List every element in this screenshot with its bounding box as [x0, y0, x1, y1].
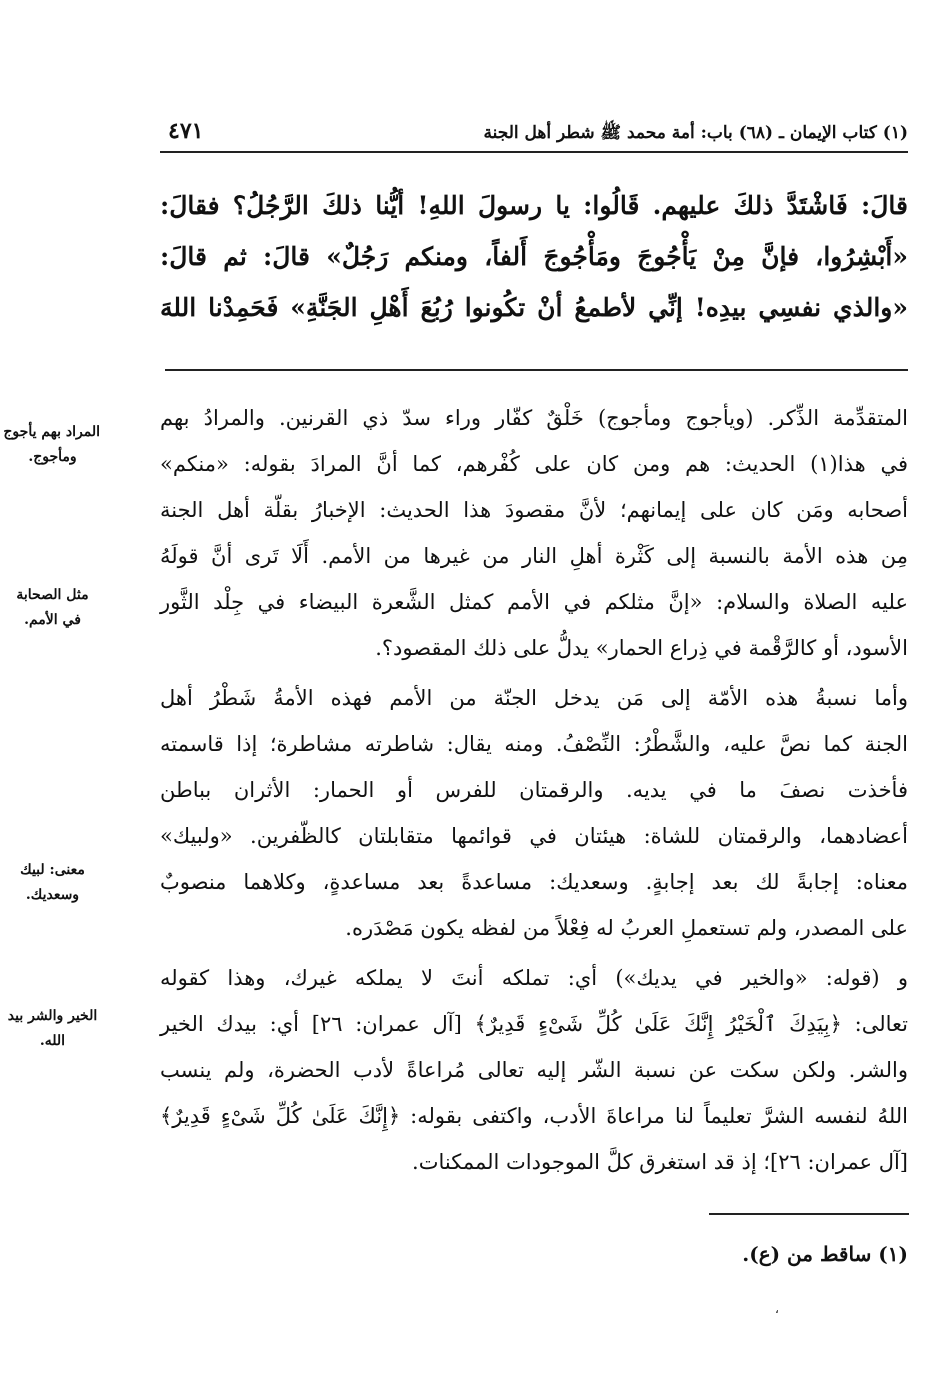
footnote-rule — [709, 1213, 909, 1215]
commentary-paragraph-2 — [160, 675, 908, 951]
margin-note-gog-magog: المراد بهم يأجوج ومأجوج. — [3, 424, 100, 465]
hadith-line: «والذي نفسِي بيدِه! إنِّي لأطمعُ أنْ تكُونوا رُبُعَ أَهْلِ الجَنَّةِ» فَحَمِدْنا اللهَ — [160, 293, 908, 322]
margin-note-labbayk: معنى: لبيك وسعديك. — [20, 862, 85, 903]
text-line: و (قوله: «والخير في يديك») أي: تملكه أنتَ لا يملكه غيرك، وهذا كقوله — [160, 966, 908, 990]
running-header — [160, 118, 908, 150]
hadith-line: قالَ: فَاشْتَدَّ ذلكَ عليهم. قَالُوا: يا رسولَ اللهِ! أيُّنا ذلكَ الرَّجُلُ؟ فقالَ: — [160, 191, 908, 220]
header-rule — [160, 151, 908, 153]
text-line: الجنة كما نصَّ عليه، والشَّطْرُ: النِّصْفُ. ومنه يقال: شاطرته مشاطرة؛ إذا قاسمته — [160, 732, 908, 756]
footnote: (١) ساقط من (ع). — [742, 1242, 908, 1266]
page-number: ٤٧١ — [168, 118, 204, 144]
text-line: أعضادهما، والرقمتان للشاة: هيئتان في قوائمها متقابلتان كالظّفرين. «ولبيك» — [160, 824, 908, 848]
text-line: وأما نسبةُ هذه الأمّة إلى مَن يدخل الجنّة من الأمم فهذه الأمةُ شَطْرُ أهل — [160, 686, 908, 710]
margin-note-good-evil: الخير والشر بيد الله. — [7, 1008, 98, 1049]
text-line: والشر. ولكن سكت عن نسبة الشّر إليه تعالى مُراعاةً لأدب الحضرة، ولم ينسب — [160, 1058, 908, 1082]
text-line: اللهُ لنفسه الشرَّ تعليماً لنا مراعاةَ الأدب، واكتفى بقوله: ﴿إِنَّكَ عَلَىٰ كُلِّ شَىْءٍ قَدِيرٌ﴾ — [160, 1104, 908, 1128]
text-line: الأسود، أو كالرَّقْمة في ذِراع الحمار» يدلُّ على ذلك المقصود؟. — [375, 636, 908, 660]
hadith-text — [160, 180, 908, 333]
commentary-paragraph-3 — [160, 955, 908, 1185]
text-line: معناه: إجابةً لك بعد إجابةٍ. وسعديك: مساعدةً بعد مساعدةٍ، وكلاهما منصوبٌ — [160, 870, 908, 894]
header-title: (١) كتاب الإيمان ـ (٦٨) باب: أمة محمد ﷺ شطر أهل الجنة — [483, 123, 908, 143]
text-line: على المصدر، ولم تستعملِ العربُ له فِعْلاً من لفظه يكون مَصْدَره. — [345, 916, 908, 940]
section-divider — [165, 369, 908, 371]
text-line: أصحابه ومَن كان على إيمانهم؛ لأنَّ مقصودَ هذا الحديث: الإخبارُ بقلّة أهل الجنة — [160, 498, 908, 522]
hadith-line: «أَبْشِرُوا، فإنَّ مِنْ يَأْجُوجَ ومَأْجُوجَ أَلفاً، ومنكم رَجُلٌ» قالَ: ثم قالَ: — [160, 242, 908, 271]
text-line: تعالى: ﴿بِيَدِكَ ٱلْخَيْرُ إِنَّكَ عَلَىٰ كُلِّ شَىْءٍ قَدِيرٌ﴾ [آل عمران: ٢٦] أي: بيدك الخير — [160, 1012, 908, 1036]
text-line: المتقدِّمة الذِّكر. (ويأجوج ومأجوج) خَلْقٌ كفّار وراء سدّ ذي القرنين. والمرادُ بهم — [160, 406, 908, 430]
text-line: عليه الصلاة والسلام: «إنَّ مثلكم في الأمم كمثل الشَّعرة البيضاء في جِلْد الثَّور — [160, 590, 908, 614]
text-line: مِن هذه الأمة بالنسبة إلى كَثْرة أهلِ النار من غيرها من الأمم. أَلَا تَرى أنَّ قولَهُ — [160, 544, 908, 568]
text-line: في هذا(١) الحديث: هم ومن كان على كُفْرهم، كما أنَّ المرادَ بقوله: «منكم» — [160, 452, 908, 476]
text-line: [آل عمران: ٢٦]؛ إذ قد استغرق كلَّ الموجودات الممكنات. — [412, 1150, 908, 1174]
margin-note-companions: مثل الصحابة في الأمم. — [16, 587, 89, 628]
stray-mark: ، — [775, 1302, 779, 1316]
commentary-paragraph-1 — [160, 395, 908, 671]
text-line: فأخذت نصفَ ما في يديه. والرقمتان للفرس أو الحمار: الأثران بباطن — [160, 778, 908, 802]
